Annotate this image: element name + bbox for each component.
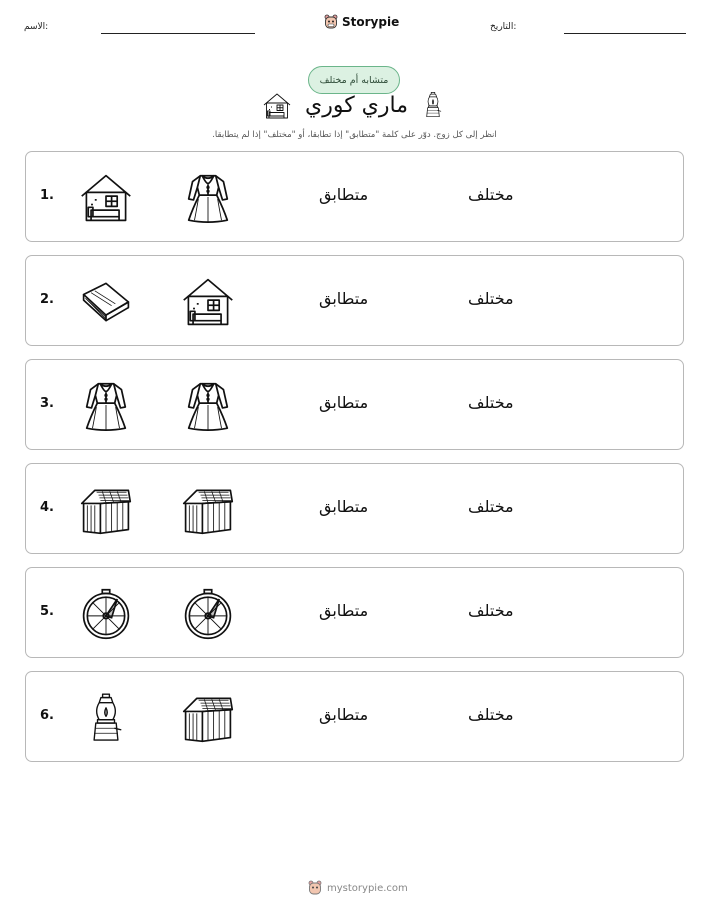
dress-icon (78, 378, 134, 434)
row-number: 4. (40, 500, 54, 515)
different-option[interactable]: مختلف (468, 705, 514, 724)
house-icon (78, 170, 134, 226)
dress-icon (180, 170, 236, 226)
book-icon (78, 274, 134, 330)
compass-icon (180, 586, 236, 642)
shed-icon (78, 482, 134, 538)
same-option[interactable]: متطابق (319, 289, 369, 308)
storypie-mascot-icon (324, 14, 338, 30)
worksheet-row (25, 255, 684, 346)
same-option[interactable]: متطابق (319, 393, 369, 412)
row-number: 1. (40, 188, 54, 203)
worksheet-type-badge: متشابه أم مختلف (308, 66, 400, 94)
footer (308, 880, 408, 896)
compass-icon (78, 586, 134, 642)
date-label: التاريخ: (490, 22, 517, 32)
worksheet-row (25, 567, 684, 658)
instructions: انظر إلى كل زوج. دوّر على كلمة "متطابق" إذا تطابقا، أو "مختلف" إذا لم يتطابقا. (212, 130, 497, 140)
date-field-line[interactable] (564, 33, 686, 34)
dress-icon (180, 378, 236, 434)
name-label: الاسم: (24, 22, 49, 32)
footer-url[interactable]: mystorypie.com (327, 882, 408, 894)
different-option[interactable]: مختلف (468, 601, 514, 620)
different-option[interactable]: مختلف (468, 393, 514, 412)
same-option[interactable]: متطابق (319, 601, 369, 620)
row-number: 2. (40, 292, 54, 307)
house-icon (262, 92, 292, 120)
name-field-line[interactable] (101, 33, 255, 34)
house-icon (180, 274, 236, 330)
row-number: 3. (40, 396, 54, 411)
lantern-icon (424, 90, 442, 120)
worksheet-row (25, 463, 684, 554)
same-option[interactable]: متطابق (319, 185, 369, 204)
page-title: ماري كوري (305, 93, 409, 118)
same-option[interactable]: متطابق (319, 497, 369, 516)
storypie-mascot-icon (308, 880, 322, 896)
different-option[interactable]: مختلف (468, 185, 514, 204)
shed-icon (180, 690, 236, 746)
worksheet-row (25, 671, 684, 762)
worksheet-row (25, 359, 684, 450)
different-option[interactable]: مختلف (468, 289, 514, 308)
title-row (0, 90, 709, 126)
brand-name: Storypie (342, 15, 400, 29)
brand-logo (324, 14, 399, 30)
row-number: 6. (40, 708, 54, 723)
shed-icon (180, 482, 236, 538)
same-option[interactable]: متطابق (319, 705, 369, 724)
lantern-icon (78, 690, 134, 746)
row-number: 5. (40, 604, 54, 619)
worksheet-row (25, 151, 684, 242)
different-option[interactable]: مختلف (468, 497, 514, 516)
